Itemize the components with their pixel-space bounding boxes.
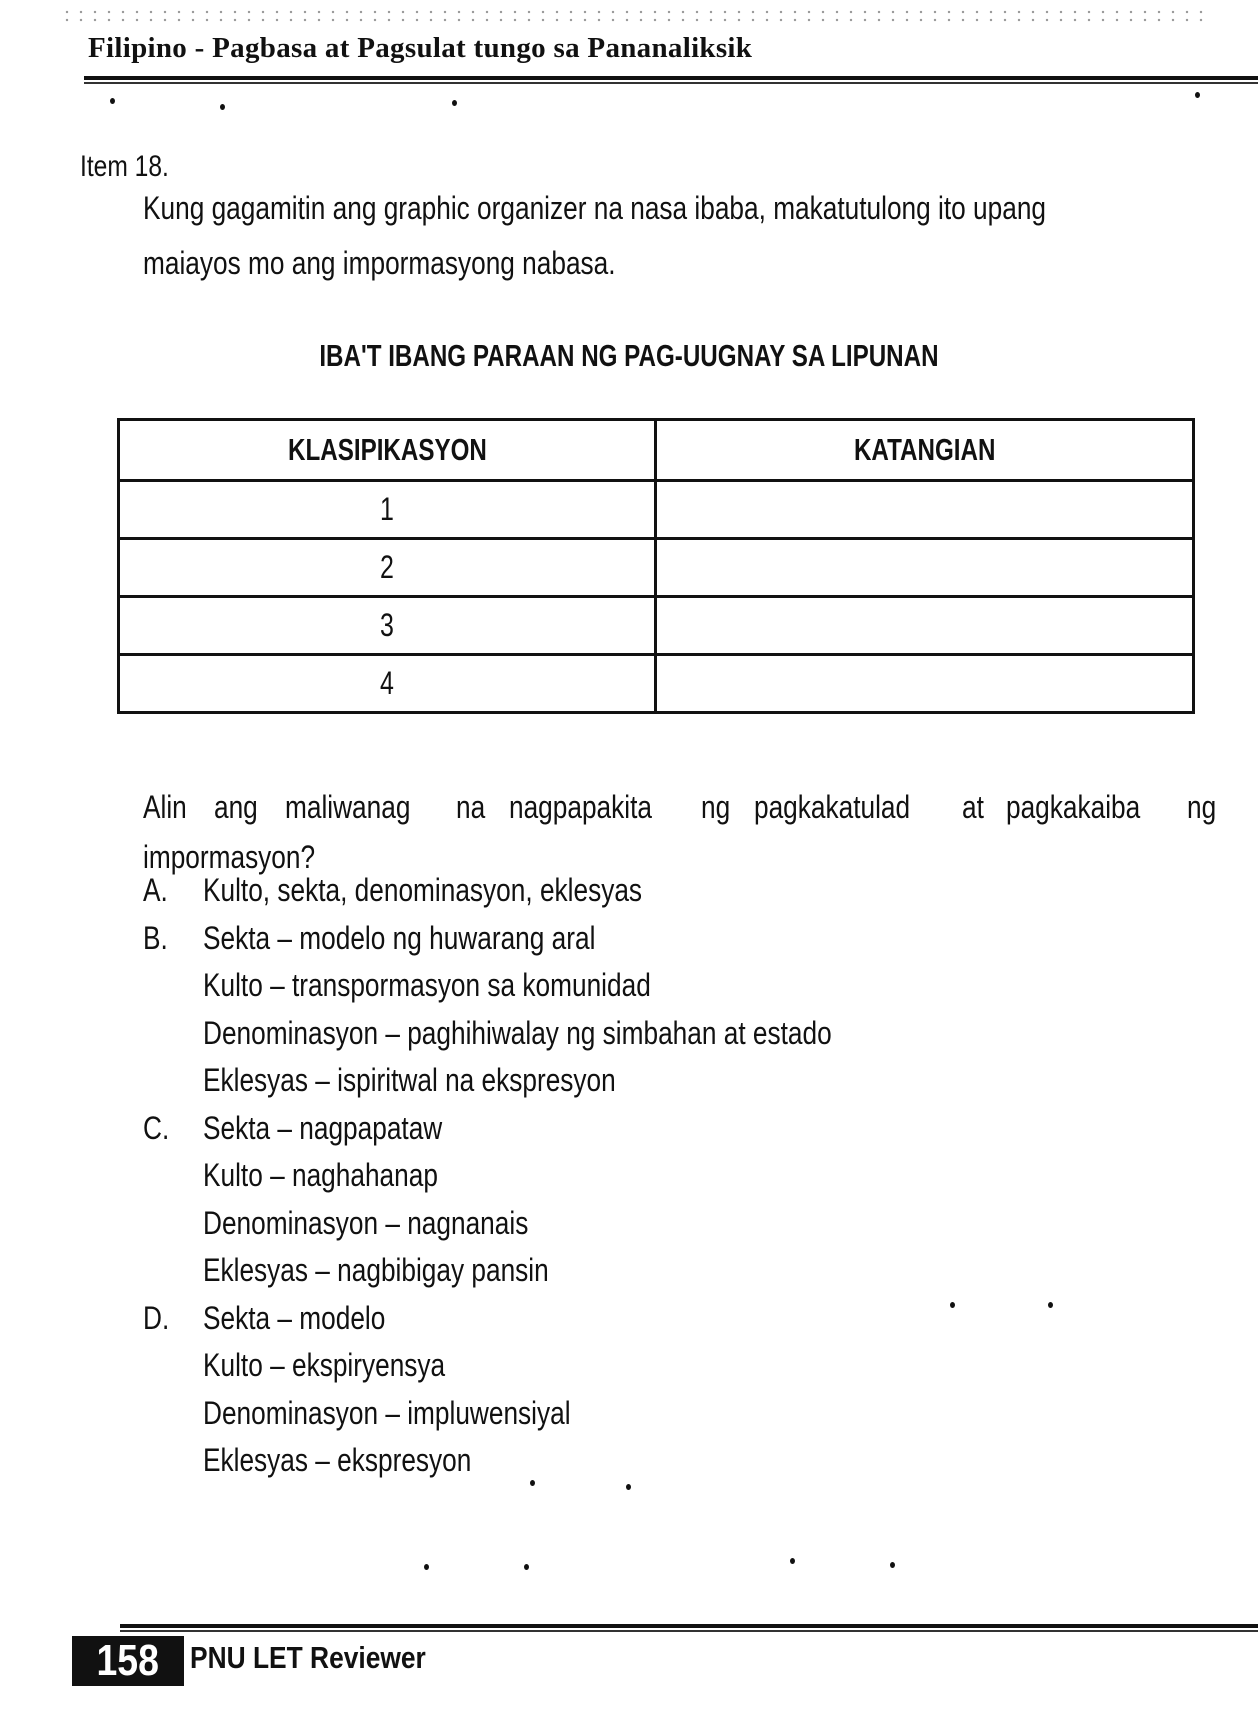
katangian-cell xyxy=(656,655,1194,713)
row-number: 2 xyxy=(380,549,394,585)
column-header-katangian xyxy=(656,420,1194,481)
klasipikasyon-cell xyxy=(119,655,656,713)
choice-text: Sekta – modelo xyxy=(203,1299,386,1336)
page-number: 158 xyxy=(96,1636,160,1685)
question-word: ang xyxy=(213,789,258,825)
klasipikasyon-cell xyxy=(119,539,656,597)
question-line-2: impormasyon? xyxy=(143,839,316,875)
footer-rule-thin xyxy=(120,1630,1258,1632)
scan-speck xyxy=(530,1480,535,1486)
column-header-text: KATANGIAN xyxy=(853,432,996,467)
choice-text: Sekta – modelo ng huwarang aral xyxy=(203,919,596,956)
scan-speck xyxy=(524,1564,529,1570)
graphic-organizer-table xyxy=(117,418,1195,714)
row-number: 1 xyxy=(380,491,394,527)
klasipikasyon-cell xyxy=(119,481,656,539)
scan-speck xyxy=(950,1302,955,1308)
question-word: nagpapakita xyxy=(508,789,652,825)
question-stem-line: Kung gagamitin ang graphic organizer na nasa ibaba, makatutulong ito upang xyxy=(143,190,1046,226)
choice-text: Kulto – transpormasyon sa komunidad xyxy=(203,967,651,1003)
column-header-text: KLASIPIKASYON xyxy=(287,432,487,467)
organizer-title-text: IBA'T IBANG PARAAN NG PAG-UUGNAY SA LIPUNAN xyxy=(319,338,939,373)
choice-text: Eklesyas – ispiritwal na ekspresyon xyxy=(203,1062,616,1098)
column-header-klasipikasyon xyxy=(119,420,656,481)
question-stem-line: maiayos mo ang impormasyong nabasa. xyxy=(143,245,616,281)
question-word: Alin xyxy=(143,789,187,825)
choice-text: Kulto – ekspiryensya xyxy=(203,1347,446,1383)
question-line-1 xyxy=(143,782,1223,832)
scan-speck xyxy=(890,1562,895,1568)
row-number: 3 xyxy=(380,607,394,643)
scan-speck xyxy=(220,104,225,110)
scan-speck xyxy=(790,1558,795,1564)
question-word: at xyxy=(961,789,984,825)
running-header-title: Filipino - Pagbasa at Pagsulat tungo sa Pananaliksik xyxy=(88,32,753,64)
scan-speck xyxy=(1048,1302,1053,1308)
scan-speck xyxy=(110,98,115,104)
scan-noise xyxy=(60,8,1210,24)
choice-text: Kulto – naghahanap xyxy=(203,1157,438,1193)
question-word: pagkakaiba xyxy=(1006,789,1141,825)
header-rule-thin xyxy=(84,82,1258,84)
choice-text: Kulto, sekta, denominasyon, eklesyas xyxy=(203,872,643,908)
table-row xyxy=(119,655,1194,713)
scan-speck xyxy=(424,1564,429,1570)
question-word: ng xyxy=(1187,789,1217,825)
scan-speck xyxy=(1195,92,1200,98)
table-row xyxy=(119,539,1194,597)
page-number-badge xyxy=(72,1636,184,1686)
table-row xyxy=(119,597,1194,655)
footer-rule xyxy=(120,1624,1258,1628)
footer-title: PNU LET Reviewer xyxy=(190,1640,426,1675)
question-word: maliwanag xyxy=(284,789,411,825)
katangian-cell xyxy=(656,597,1194,655)
row-number: 4 xyxy=(380,665,394,701)
choice-letter: C. xyxy=(143,1109,170,1146)
table-header-row xyxy=(119,420,1194,481)
question-word: ng xyxy=(700,789,730,825)
choice-letter: B. xyxy=(143,919,168,956)
question-word: na xyxy=(455,789,485,825)
organizer-title xyxy=(0,338,1258,374)
choice-text: Eklesyas – ekspresyon xyxy=(203,1442,472,1478)
header-rule xyxy=(84,76,1258,80)
choice-text: Denominasyon – nagnanais xyxy=(203,1204,529,1241)
question-prompt xyxy=(143,782,1223,878)
klasipikasyon-cell xyxy=(119,597,656,655)
choice-text: Denominasyon – impluwensiyal xyxy=(203,1394,571,1431)
scan-speck xyxy=(452,100,457,106)
katangian-cell xyxy=(656,539,1194,597)
scan-speck xyxy=(626,1484,631,1490)
choice-text: Denominasyon – paghihiwalay ng simbahan at estado xyxy=(203,1014,832,1051)
choice-text: Sekta – nagpapataw xyxy=(203,1109,443,1146)
choice-text: Eklesyas – nagbibigay pansin xyxy=(203,1252,549,1288)
choice-letter: D. xyxy=(143,1299,170,1336)
table-row xyxy=(119,481,1194,539)
item-number: Item 18. xyxy=(80,150,169,183)
question-word: pagkakatulad xyxy=(753,789,910,825)
choice-letter: A. xyxy=(143,872,168,908)
katangian-cell xyxy=(656,481,1194,539)
